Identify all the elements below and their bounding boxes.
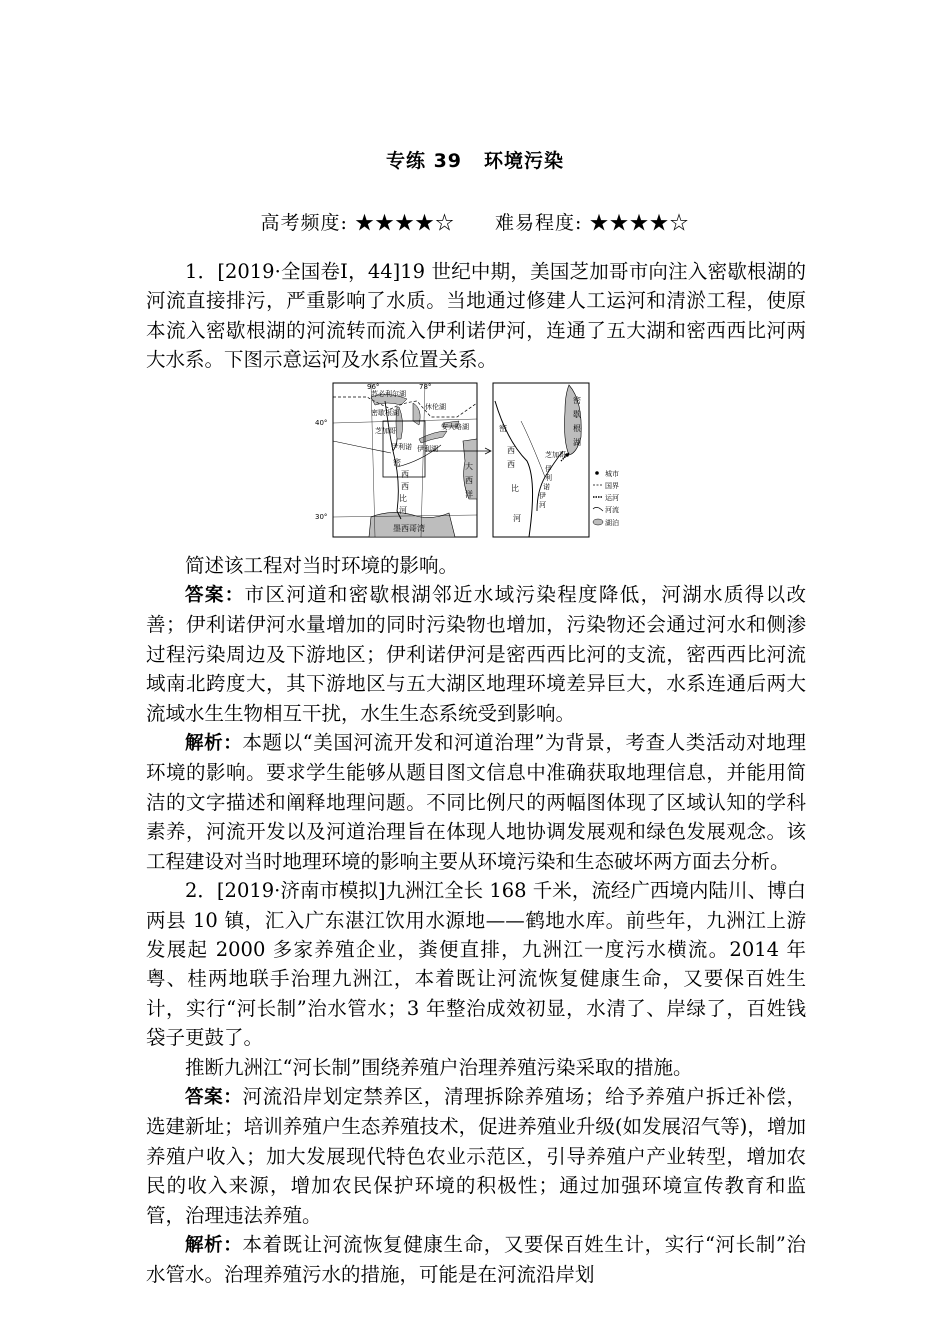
lat-30-label: 30° xyxy=(315,512,328,521)
atlantic-char-2: 西 xyxy=(465,475,473,485)
content-body xyxy=(146,257,806,1290)
q1-map-figure xyxy=(146,381,806,546)
frequency-rating: 高考频度: ★★★★☆ xyxy=(260,212,455,234)
legend-lake-label: 湖泊 xyxy=(605,518,619,527)
q1-answer-label: 答案： xyxy=(185,585,245,607)
detail-ill-char-5: 河 xyxy=(539,500,546,509)
detail-miss-char-4: 比 xyxy=(511,483,519,493)
detail-ill-char-4: 伊 xyxy=(539,491,546,500)
page-title xyxy=(0,146,950,173)
q1-answer-text: 市区河道和密歇根湖邻近水域污染程度降低，河湖水质得以改善；伊利诺伊河水量增加的同时污染物也增加，污染物还会通过河水和侧渗过程污染周边及下游地区；伊利诺伊河是密西西比河的支流，密西西比河流域南北跨度大，其下游地区与五大湖区地理环境差异巨大，水系连通后两大流域水生生物相互干扰，水生生态系统受到影响。 xyxy=(146,583,806,725)
miss-char-1: 密 xyxy=(393,457,401,467)
detail-miss-char-5: 河 xyxy=(513,513,521,523)
q2-analysis xyxy=(146,1230,806,1290)
detail-miss-char-2: 西 xyxy=(507,445,515,455)
detail-miss-char-1: 密 xyxy=(499,423,507,433)
q2-analysis-label: 解析： xyxy=(185,1234,243,1256)
legend-city-label: 城市 xyxy=(605,469,619,478)
legend-lake-icon xyxy=(593,519,603,525)
detail-lake-char-2: 歇 xyxy=(573,409,581,419)
lon-96-label: 96° xyxy=(367,382,380,391)
title-number: 专练 39 xyxy=(385,150,463,172)
illinois-small-label: 伊利诺 xyxy=(391,442,412,451)
q1-analysis-label: 解析： xyxy=(185,733,243,755)
detail-lake-char-1: 密 xyxy=(573,395,581,405)
q2-question: 推断九洲江“河长制”围绕养殖户治理养殖污染采取的措施。 xyxy=(185,1055,693,1079)
gulf-label: 墨西哥湾 xyxy=(393,523,425,533)
q2-answer xyxy=(146,1082,806,1230)
title-topic: 环境污染 xyxy=(484,150,565,172)
legend-canal-label: 运河 xyxy=(605,493,619,502)
detail-ill-char-1: 伊 xyxy=(545,464,552,473)
atlantic-char-3: 洋 xyxy=(465,489,473,499)
chicago-small-label: 芝加哥 xyxy=(375,426,396,435)
legend-river-icon xyxy=(593,507,603,511)
q1-answer xyxy=(146,580,806,728)
map-legend xyxy=(593,469,619,527)
miss-char-4: 比 xyxy=(399,493,407,503)
detail-lake-char-3: 根 xyxy=(573,423,581,433)
detail-ill-char-3: 诺 xyxy=(543,482,550,491)
miss-char-2: 西 xyxy=(401,469,409,479)
atlantic-char-1: 大 xyxy=(465,461,473,471)
lat-40-label: 40° xyxy=(315,418,328,427)
difficulty-rating: 难易程度: ★★★★☆ xyxy=(495,212,690,234)
miss-char-3: 西 xyxy=(401,481,409,491)
legend-city-icon xyxy=(595,471,599,475)
huron-label: 休伦湖 xyxy=(425,402,446,411)
detail-lake-char-4: 湖 xyxy=(573,437,581,447)
q1-question: 简述该工程对当时环境的影响。 xyxy=(185,553,459,577)
q2-analysis-text: 本着既让河流恢复健康生命，又要保百姓生计，实行“河长制”治水管水。治理养殖污水的措施，可能是在河流沿岸划 xyxy=(146,1232,806,1287)
q2-stem: 2．[2019·济南市模拟]九洲江全长 168 千米，流经广西境内陆川、博白两县 10 镇，汇入广东湛江饮用水源地——鹤地水库。前些年，九洲江上游发展起 2000 多家养殖企业，粪便直排，九洲江一度污水横流。2014 年粤、桂两地联手治理九洲江，本着既让河流恢复健康生命，又要保百姓生计，实行“河长制”治水管水；3 年整治成效初显，水清了、岸绿了，百姓钱袋子更鼓了。 xyxy=(146,879,806,1050)
detail-ill-char-2: 利 xyxy=(545,473,552,482)
miss-char-5: 河 xyxy=(399,505,407,515)
q1-stem: 1．[2019·全国卷Ⅰ，44]19 世纪中期，美国芝加哥市向注入密歇根湖的河流直接排污，严重影响了水质。当地通过修建人工运河和清淤工程，使原本流入密歇根湖的河流转而流入伊利诺伊河，连通了五大湖和密西西比河两大水系。下图示意运河及水系位置关系。 xyxy=(146,260,806,372)
map-svg xyxy=(315,381,661,541)
q1-analysis-text: 本题以“美国河流开发和河道治理”为背景，考查人类活动对地理环境的影响。要求学生能够从题目图文信息中准确获取地理信息，并能用简洁的文字描述和阐释地理问题。不同比例尺的两幅图体现了区域认知的学科素养，河流开发以及河道治理旨在体现人地协调发展观和绿色发展观念。该工程建设对当时地理环境的影响主要从环境污染和生态破坏两方面去分析。 xyxy=(146,731,806,873)
ontario-label: 安大略湖 xyxy=(441,422,469,431)
lon-78-label: 78° xyxy=(419,382,432,391)
rating-line xyxy=(0,208,950,235)
erie-label: 伊利湖 xyxy=(417,444,438,453)
q2-answer-label: 答案： xyxy=(185,1086,243,1108)
legend-border-label: 国界 xyxy=(605,481,619,490)
detail-miss-char-3: 西 xyxy=(507,459,515,469)
superior-label: 苏必利尔湖 xyxy=(371,389,406,398)
michigan-small-label: 密歇根湖 xyxy=(371,408,399,417)
legend-river-label: 河流 xyxy=(605,505,619,514)
q1-analysis xyxy=(146,728,806,876)
detail-chicago-label: 芝加哥 xyxy=(545,450,566,459)
q2-answer-text: 河流沿岸划定禁养区，清理拆除养殖场；给予养殖户拆迁补偿，选建新址；培训养殖户生态养殖技术，促进养殖业升级(如发展沼气等)，增加养殖户收入；加大发展现代特色农业示范区，引导养殖户产业转型，增加农民的收入来源，增加农民保护环境的积极性；通过加强环境宣传教育和监管，治理违法养殖。 xyxy=(146,1084,806,1227)
